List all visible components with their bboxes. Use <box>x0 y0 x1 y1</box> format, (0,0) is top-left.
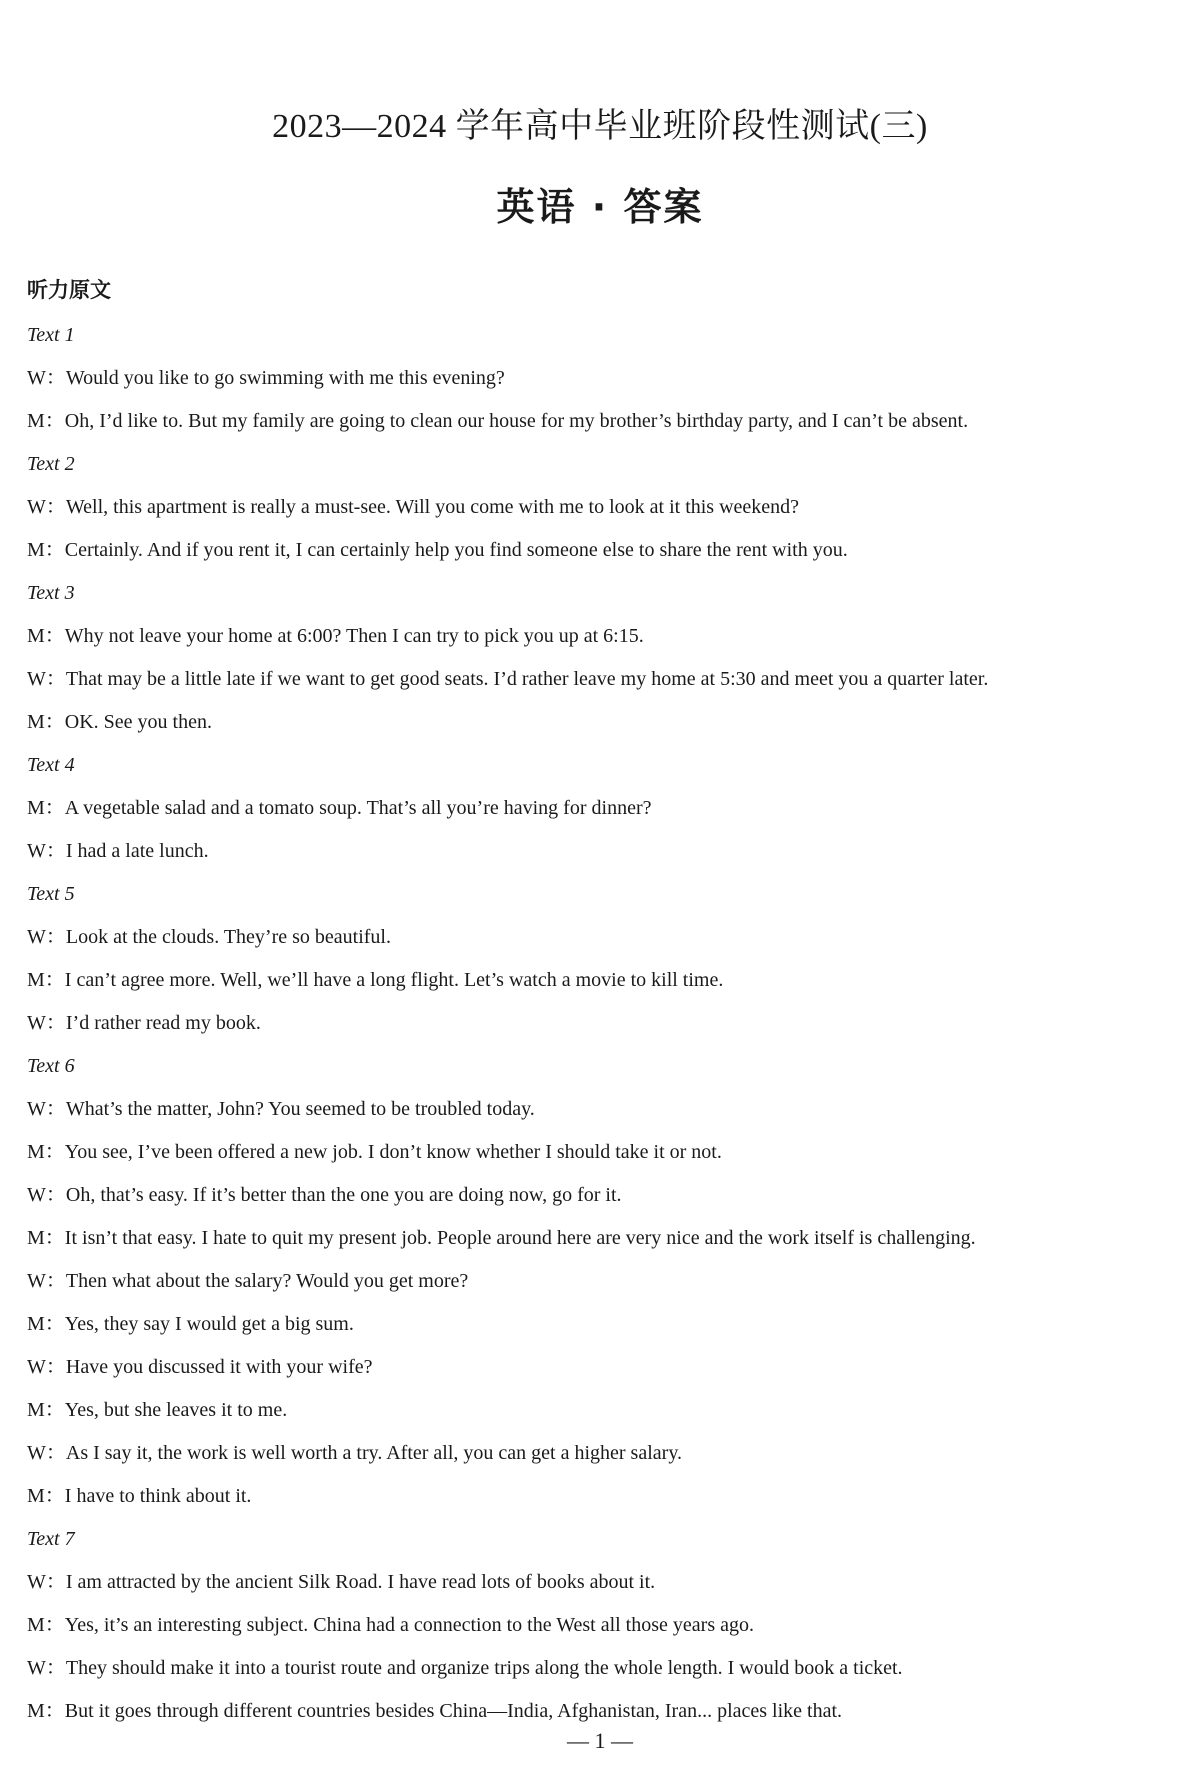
speaker-label: M： <box>27 410 65 432</box>
text-label: Text 1 <box>27 324 75 346</box>
dialog-text: That may be a little late if we want to get good seats. I’d rather leave my home at 5:30 and meet you a quarter later. <box>65 668 989 690</box>
dialog-line <box>27 830 1187 873</box>
speaker-label: W： <box>27 1571 66 1593</box>
speaker-label: W： <box>27 1098 66 1120</box>
dialog-text: I’d rather read my book. <box>65 1012 261 1034</box>
dialog-line <box>27 1475 1187 1518</box>
dialog-text: I can’t agree more. Well, we’ll have a long flight. Let’s watch a movie to kill time. <box>64 969 724 991</box>
dialog-line <box>27 916 1187 959</box>
text-label: Text 5 <box>27 883 75 905</box>
dialog-text: What’s the matter, John? You seemed to be troubled today. <box>65 1098 535 1120</box>
dialog-line <box>27 1604 1187 1647</box>
dialog-text: Oh, I’d like to. But my family are going to clean our house for my brother’s birthday party, and I can’t be absent. <box>64 410 969 432</box>
speaker-label: W： <box>27 926 66 948</box>
dialog-text: Look at the clouds. They’re so beautiful. <box>65 926 391 948</box>
dialog-text: I have to think about it. <box>64 1485 252 1507</box>
dialog-line <box>27 658 1187 701</box>
speaker-label: M： <box>27 1700 65 1722</box>
dialog-text: Oh, that’s easy. If it’s better than the one you are doing now, go for it. <box>65 1184 622 1206</box>
dialog-text: Yes, but she leaves it to me. <box>64 1399 288 1421</box>
dialog-text: Yes, it’s an interesting subject. China had a connection to the West all those years ago. <box>64 1614 754 1636</box>
speaker-label: M： <box>27 1313 65 1335</box>
dialog-text: You see, I’ve been offered a new job. I don’t know whether I should take it or not. <box>64 1141 722 1163</box>
dialog-line <box>27 357 1187 400</box>
speaker-label: W： <box>27 1356 66 1378</box>
dialog-text: Yes, they say I would get a big sum. <box>64 1313 354 1335</box>
speaker-label: M： <box>27 1399 65 1421</box>
speaker-label: W： <box>27 840 66 862</box>
dialog-line <box>27 1131 1187 1174</box>
section-heading: 听力原文 <box>27 278 111 302</box>
dialog-line <box>27 1217 1187 1260</box>
dialog-text: As I say it, the work is well worth a try. After all, you can get a higher salary. <box>65 1442 683 1464</box>
dialog-text: Why not leave your home at 6:00? Then I can try to pick you up at 6:15. <box>64 625 644 647</box>
speaker-label: M： <box>27 1227 65 1249</box>
text-label: Text 4 <box>27 754 75 776</box>
dialog-line <box>27 1647 1187 1690</box>
dialog-line <box>27 1346 1187 1389</box>
text-label: Text 7 <box>27 1528 75 1550</box>
dialog-line <box>27 1174 1187 1217</box>
dialog-line <box>27 959 1187 1002</box>
speaker-label: M： <box>27 539 65 561</box>
dialog-text: Certainly. And if you rent it, I can certainly help you find someone else to share the rent with you. <box>64 539 848 561</box>
speaker-label: M： <box>27 1141 65 1163</box>
dialog-line <box>27 1303 1187 1346</box>
speaker-label: M： <box>27 1485 65 1507</box>
speaker-label: W： <box>27 1270 66 1292</box>
dialog-line <box>27 1002 1187 1045</box>
text-label: Text 6 <box>27 1055 75 1077</box>
dialog-line <box>27 1088 1187 1131</box>
dialog-line <box>27 486 1187 529</box>
dialog-line <box>27 400 1187 443</box>
document-subtitle: 英语 · 答案 <box>496 185 704 229</box>
dialog-line <box>27 1432 1187 1475</box>
dialog-text: A vegetable salad and a tomato soup. That’s all you’re having for dinner? <box>64 797 652 819</box>
speaker-label: W： <box>27 367 66 389</box>
dialog-text: But it goes through different countries besides China—India, Afghanistan, Iran... places like that. <box>64 1700 843 1722</box>
text-label: Text 2 <box>27 453 75 475</box>
document-title: 2023—2024 学年高中毕业班阶段性测试(三) <box>272 108 928 145</box>
dialog-text: I am attracted by the ancient Silk Road. I have read lots of books about it. <box>65 1571 656 1593</box>
dialog-line <box>27 1690 1187 1733</box>
dialog-text: Well, this apartment is really a must-see. Will you come with me to look at it this weekend? <box>65 496 800 518</box>
speaker-label: M： <box>27 797 65 819</box>
speaker-label: M： <box>27 969 65 991</box>
dialog-text: Would you like to go swimming with me this evening? <box>65 367 505 389</box>
dialog-line <box>27 529 1187 572</box>
dialog-text: Then what about the salary? Would you get more? <box>65 1270 469 1292</box>
speaker-label: W： <box>27 1184 66 1206</box>
dialog-line <box>27 615 1187 658</box>
speaker-label: W： <box>27 668 66 690</box>
text-label: Text 3 <box>27 582 75 604</box>
dialog-line <box>27 701 1187 744</box>
transcript-lines <box>27 314 1187 1733</box>
dialog-text: They should make it into a tourist route and organize trips along the whole length. I would book a ticket. <box>65 1657 903 1679</box>
dialog-text: OK. See you then. <box>64 711 212 733</box>
dialog-text: I had a late lunch. <box>65 840 209 862</box>
dialog-text: Have you discussed it with your wife? <box>65 1356 373 1378</box>
dialog-line <box>27 1561 1187 1604</box>
speaker-label: W： <box>27 1442 66 1464</box>
dialog-line <box>27 1389 1187 1432</box>
dialog-line <box>27 1260 1187 1303</box>
page-number: — 1 — <box>567 1728 633 1753</box>
speaker-label: W： <box>27 496 66 518</box>
dialog-text: It isn’t that easy. I hate to quit my present job. People around here are very nice and the work itself is challenging. <box>64 1227 976 1249</box>
speaker-label: M： <box>27 711 65 733</box>
dialog-line <box>27 787 1187 830</box>
speaker-label: M： <box>27 1614 65 1636</box>
speaker-label: W： <box>27 1657 66 1679</box>
speaker-label: W： <box>27 1012 66 1034</box>
speaker-label: M： <box>27 625 65 647</box>
